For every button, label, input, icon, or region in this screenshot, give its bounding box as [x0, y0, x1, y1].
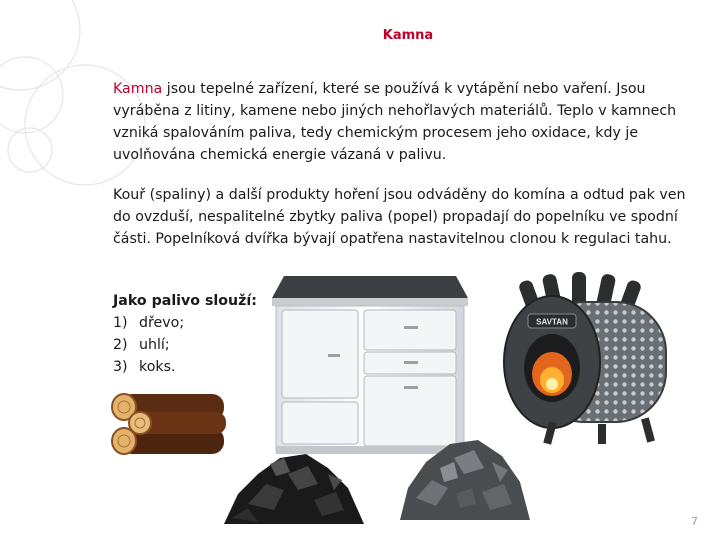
intro-paragraph [113, 78, 703, 166]
firewood-image [106, 388, 230, 460]
fuel-list [113, 312, 184, 378]
list-item-number: 1) [113, 315, 128, 331]
smoke-paragraph: Kouř (spaliny) a další produkty hoření jsou odváděny do komína a odtud pak ven do ovzduší, nespalitelné zbytky paliva (popel) propadají do popelníku ve spodní části. Popelníková dvířka bývají opatřena nastavitelnou clonou k regulaci tahu. [113, 187, 686, 247]
fuel-list-heading: Jako palivo slouží: [113, 293, 257, 309]
list-item [113, 334, 184, 356]
highlighted-term: Kamna [113, 81, 163, 97]
coal-image [218, 444, 368, 526]
list-item-label: uhlí; [139, 337, 170, 353]
coke-image [396, 432, 532, 522]
intro-paragraph-text: jsou tepelné zařízení, které se používá k vytápění nebo vaření. Jsou vyráběna z litiny, kamene nebo jiných nehořlavých materiálů. Teplo v kamnech vzniká spalováním paliva, tedy chemickým procesem jeho oxidace, kdy je uvolňována chemická energie vázaná v palivu. [113, 81, 677, 163]
page-number: 7 [691, 515, 698, 528]
list-item-label: koks. [139, 359, 176, 375]
slide-title: Kamna [382, 28, 434, 43]
list-item-label: dřevo; [139, 315, 185, 331]
barrel-stove-image [494, 272, 684, 452]
list-item-number: 2) [113, 337, 128, 353]
list-item [113, 356, 184, 378]
stove-badge: SAVTAN [536, 317, 568, 327]
list-item-number: 3) [113, 359, 128, 375]
list-item [113, 312, 184, 334]
